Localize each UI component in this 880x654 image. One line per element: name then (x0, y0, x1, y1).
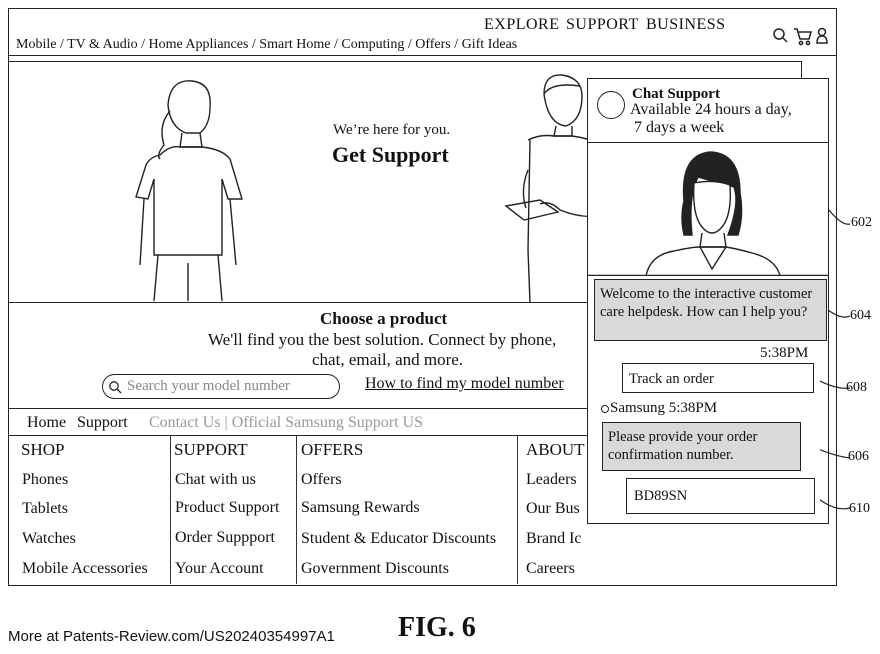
agent-video-icon (588, 143, 828, 276)
search-icon (108, 380, 122, 394)
figure-caption: FIG. 6 (398, 612, 476, 643)
subnav-bottom-line (8, 435, 594, 436)
choose-product-text-1: We'll find you the best solution. Connect by phone, (208, 330, 557, 349)
nav-explore[interactable]: EXPLORE (484, 16, 560, 33)
choose-product-text-2: chat, email, and more. (312, 350, 464, 369)
chat-availability-2: 7 days a week (634, 119, 725, 136)
reference-leaders (820, 200, 870, 520)
search-icon[interactable] (774, 29, 787, 42)
column-heading-support: SUPPORT (174, 440, 248, 459)
footer-link[interactable]: Chat with us (175, 471, 256, 488)
man-illustration-icon (500, 70, 596, 303)
column-divider (170, 436, 171, 584)
model-search-box[interactable] (102, 374, 340, 399)
column-heading-offers: OFFERS (301, 440, 364, 459)
footer-link[interactable]: Leaders (526, 471, 577, 488)
footer-link[interactable]: Phones (22, 471, 69, 488)
choose-product-title: Choose a product (320, 309, 448, 328)
footer-link[interactable]: Brand Ic (526, 530, 582, 547)
footer-link[interactable]: Watches (22, 530, 76, 547)
chat-welcome-text: Welcome to the interactive customer care helpdesk. How can I help you? (600, 286, 813, 320)
column-heading-shop: SHOP (21, 440, 65, 459)
footer-link[interactable]: Product Support (175, 499, 280, 516)
subnav-support[interactable]: Support (77, 414, 128, 431)
category-breadcrumb[interactable]: Mobile / TV & Audio / Home Appliances / Smart Home / Computing / Offers / Gift Ideas (16, 37, 518, 52)
subnav-top-line (8, 408, 594, 409)
hero-subtitle: We’re here for you. (333, 122, 451, 138)
footer-link[interactable]: Mobile Accessories (22, 560, 148, 577)
reference-label-606: 606 (848, 449, 869, 464)
reference-label-608: 608 (846, 380, 867, 395)
chat-avatar-circle (597, 91, 625, 119)
nav-support[interactable]: SUPPORT (566, 16, 639, 33)
hero-title: Get Support (332, 142, 449, 167)
column-divider (296, 436, 297, 584)
subnav-contact[interactable]: Contact Us | Official Samsung Support US (149, 414, 424, 431)
footer-link[interactable]: Our Bus (526, 500, 580, 517)
footer-link[interactable]: Student & Educator Discounts (301, 530, 497, 547)
section-divider (8, 302, 594, 303)
footer-link[interactable]: Samsung Rewards (301, 499, 420, 516)
agent-status-dot (601, 405, 609, 413)
footer-link[interactable]: Tablets (22, 500, 68, 517)
reference-label-610: 610 (849, 501, 870, 516)
footer-link[interactable]: Your Account (175, 560, 264, 577)
source-note: More at Patents-Review.com/US20240354997A1 (8, 628, 335, 645)
chat-time: 5:38PM (760, 345, 809, 361)
column-heading-about: ABOUT (526, 440, 585, 459)
footer-link[interactable]: Offers (301, 471, 342, 488)
header-icons (772, 26, 832, 48)
agent-message-text: Please provide your order confirmation number. (608, 429, 758, 463)
chat-title: Chat Support (632, 86, 720, 102)
user-icon[interactable] (817, 29, 827, 44)
cart-icon[interactable] (794, 29, 811, 45)
find-model-link[interactable]: How to find my model number (365, 375, 564, 392)
nav-business[interactable]: BUSINESS (646, 16, 726, 33)
model-search-input[interactable] (125, 377, 329, 396)
footer-link[interactable]: Order Suppport (175, 529, 275, 546)
user-message-text: Track an order (629, 371, 714, 387)
chat-availability-1: Available 24 hours a day, (630, 101, 792, 118)
footer-link[interactable]: Government Discounts (301, 560, 449, 577)
reference-label-602: 602 (851, 215, 872, 230)
footer-link[interactable]: Careers (526, 560, 575, 577)
column-divider (517, 436, 518, 584)
subnav-home[interactable]: Home (27, 414, 67, 431)
reference-label-604: 604 (850, 308, 871, 323)
user-reply-text: BD89SN (634, 488, 688, 504)
agent-name-time: Samsung 5:38PM (610, 400, 718, 416)
woman-illustration-icon (130, 75, 260, 303)
